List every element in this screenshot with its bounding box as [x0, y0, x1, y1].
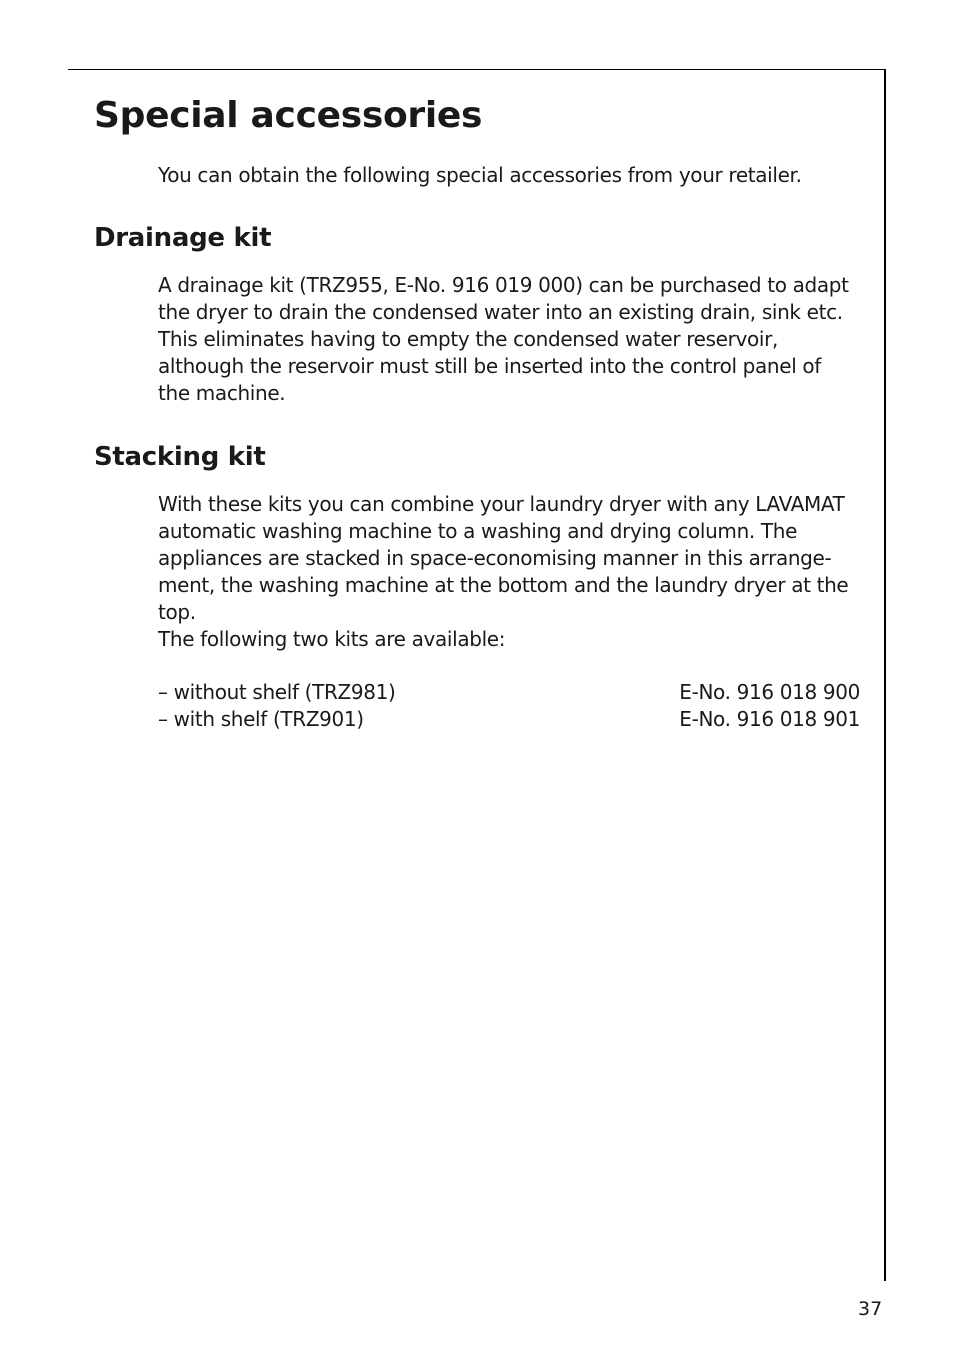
page-number: 37: [858, 1298, 883, 1320]
stacking-kit-heading: Stacking kit: [94, 442, 266, 472]
stacking-line: automatic washing machine to a washing and drying column. The: [158, 519, 798, 543]
page-title: Special accessories: [94, 95, 483, 136]
stacking-line: The following two kits are available:: [158, 627, 506, 651]
drainage-line: although the reservoir must still be inserted into the control panel of: [158, 354, 822, 378]
drainage-line: the dryer to drain the condensed water into an existing drain, sink etc.: [158, 300, 843, 324]
right-rule: [884, 69, 886, 1281]
kit-name: – without shelf (TRZ981): [158, 680, 396, 704]
top-rule: [68, 69, 886, 70]
kit-order-number: E-No. 916 018 901: [679, 707, 860, 731]
kit-order-number: E-No. 916 018 900: [679, 680, 860, 704]
kit-row-without-shelf: [158, 679, 860, 706]
stacking-line: top.: [158, 600, 196, 624]
drainage-kit-heading: Drainage kit: [94, 223, 272, 253]
drainage-kit-paragraph: [158, 272, 868, 407]
stacking-line: ment, the washing machine at the bottom and the laundry dryer at the: [158, 573, 849, 597]
stacking-kit-paragraph: [158, 491, 868, 653]
stacking-line: appliances are stacked in space-economising manner in this arrange-: [158, 546, 832, 570]
kit-row-with-shelf: [158, 706, 860, 733]
drainage-line: A drainage kit (TRZ955, E-No. 916 019 000) can be purchased to adapt: [158, 273, 849, 297]
drainage-line: the machine.: [158, 381, 286, 405]
stacking-line: With these kits you can combine your laundry dryer with any LAVAMAT: [158, 492, 845, 516]
intro-text: You can obtain the following special accessories from your retailer.: [158, 163, 802, 187]
drainage-line: This eliminates having to empty the condensed water reservoir,: [158, 327, 778, 351]
kit-name: – with shelf (TRZ901): [158, 707, 364, 731]
